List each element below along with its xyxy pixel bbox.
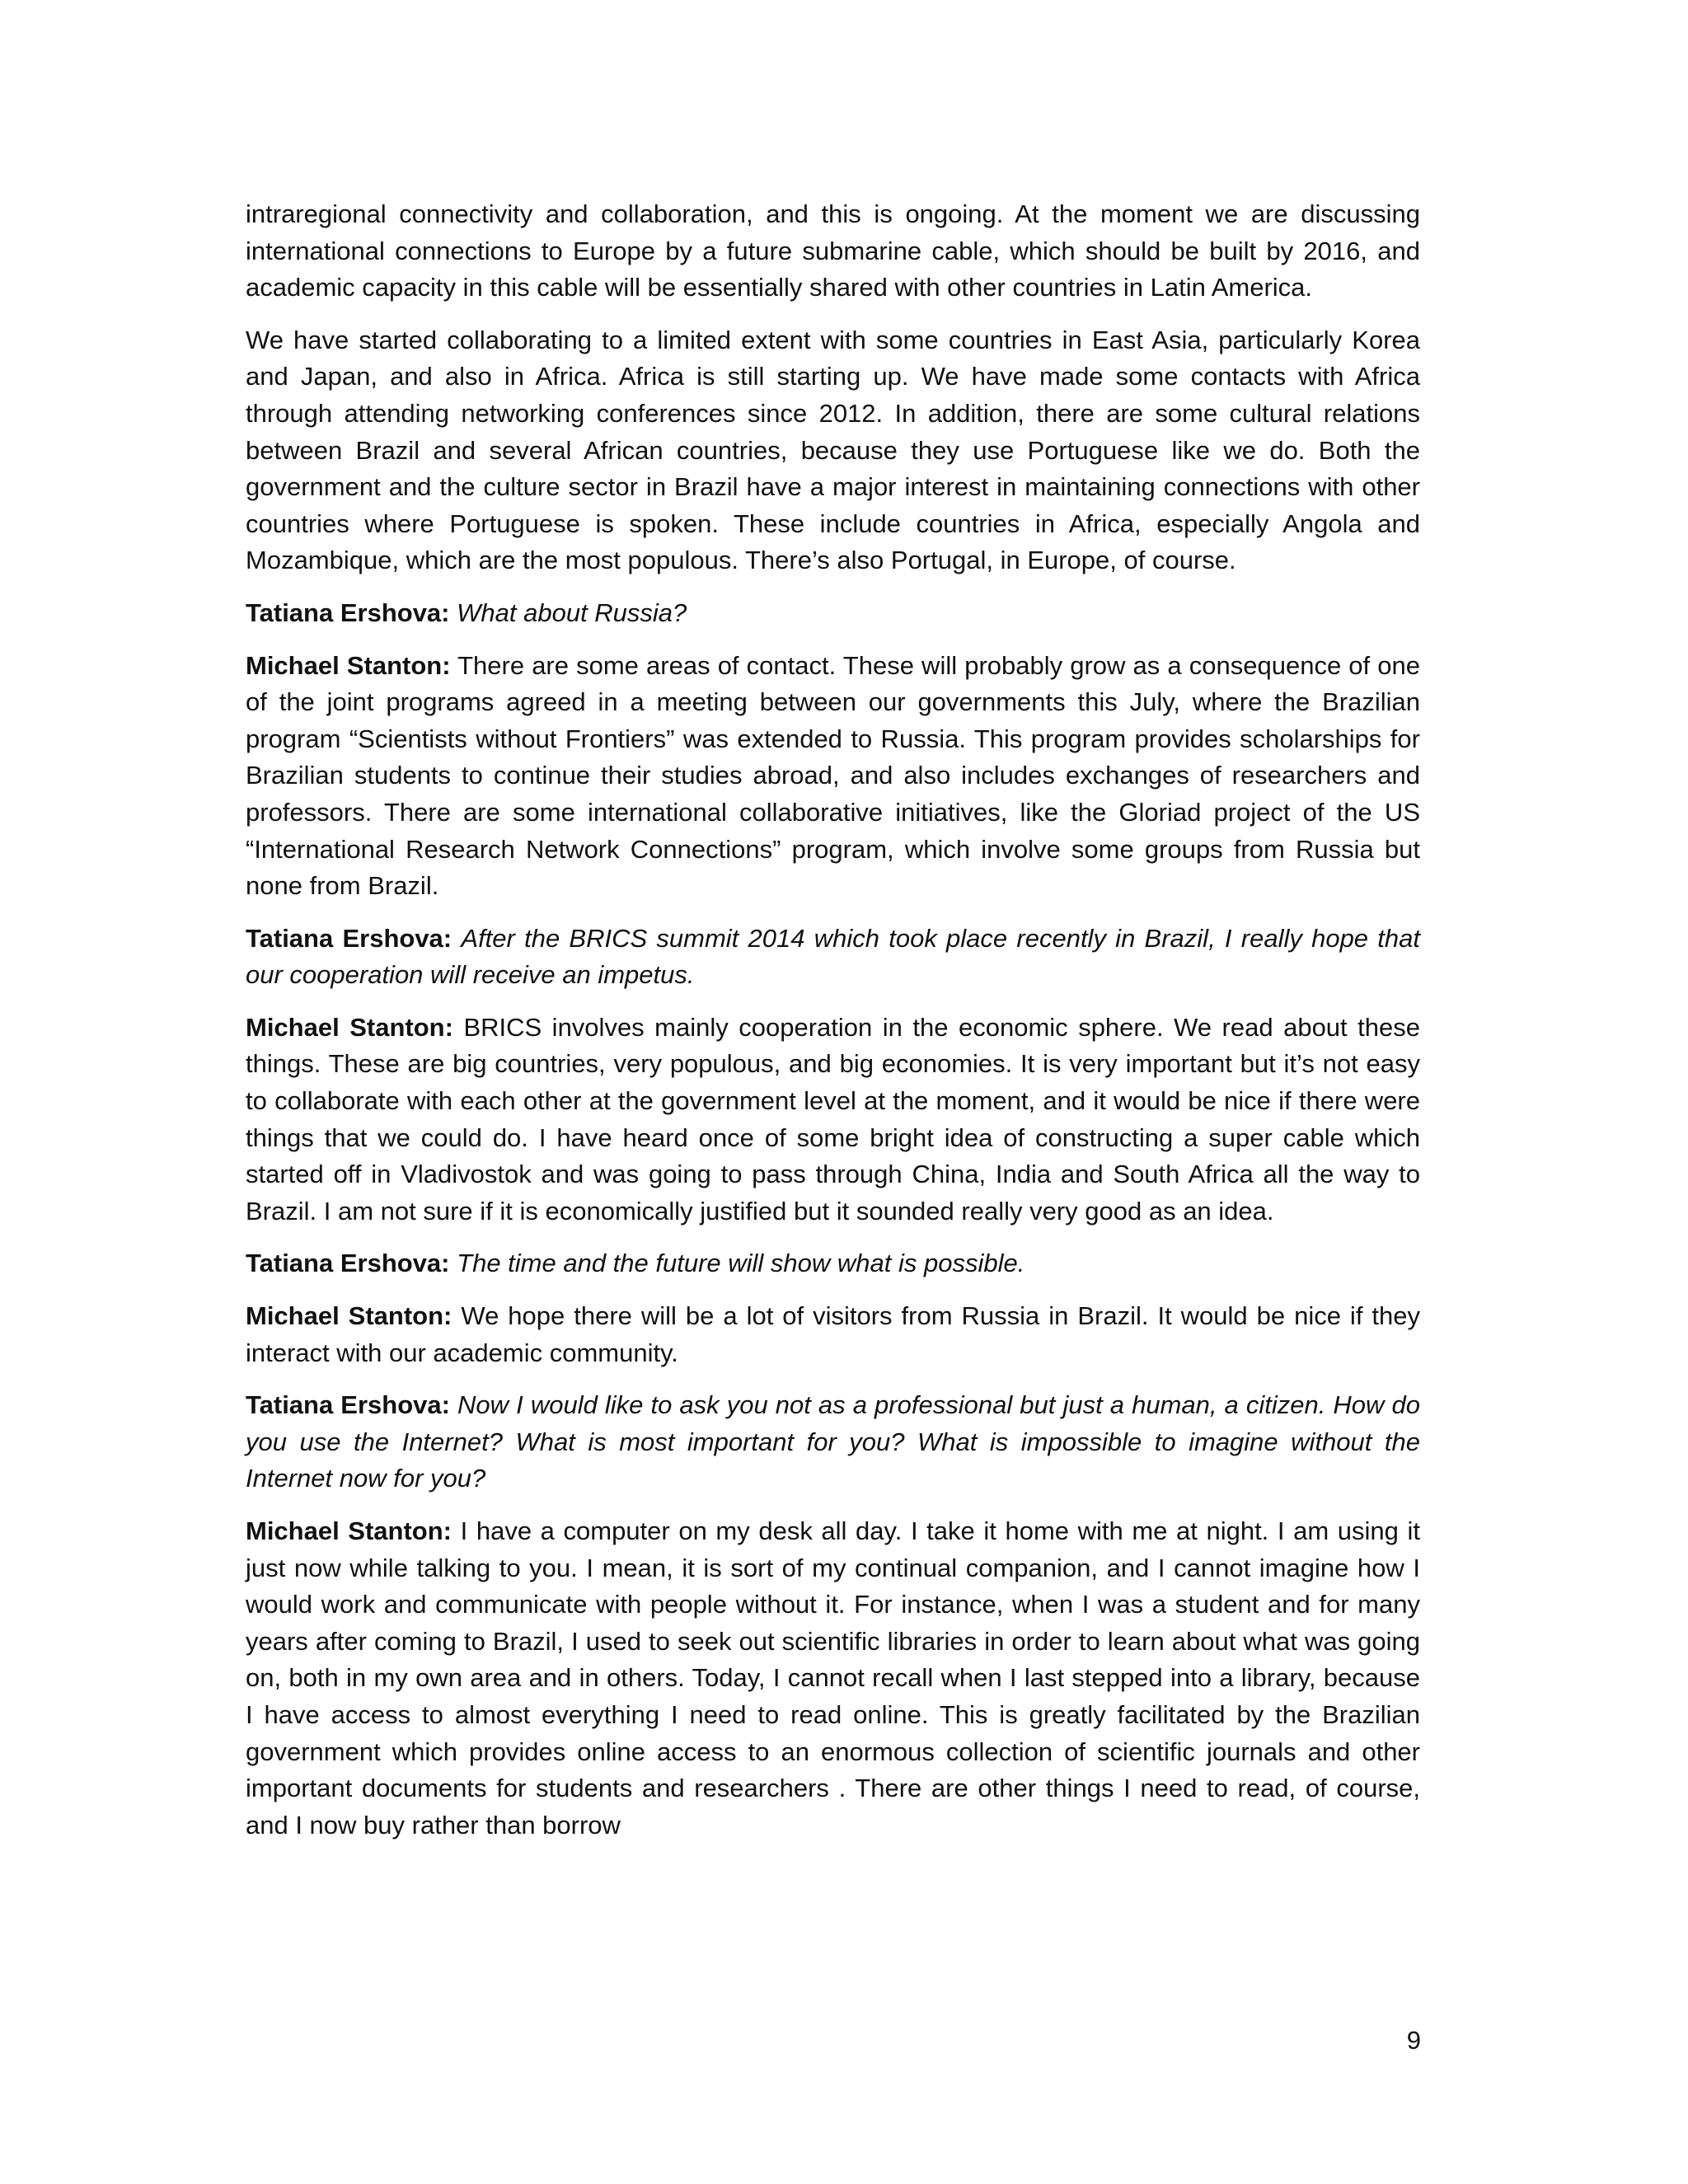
page-number: 9 — [1406, 2026, 1421, 2055]
question-text: The time and the future will show what is possible. — [457, 1249, 1025, 1278]
paragraph-1 — [246, 196, 1420, 307]
paragraph-9 — [246, 1387, 1420, 1497]
question-text: After the BRICS summit 2014 which took place recently in Brazil, I really hope that our cooperation will receive an impetus. — [246, 923, 1420, 990]
answer-text: We hope there will be a lot of visitors from Russia in Brazil. It would be nice if they interact with our academic community. — [246, 1301, 1420, 1367]
speaker-name: Michael Stanton: — [246, 1012, 453, 1042]
answer-text: I have a computer on my desk all day. I take it home with me at night. I am using it just now while talking to you. I mean, it is sort of my continual companion, and I cannot imagine how I would work and communicate with people without it. For instance, when I was a student and for many years after coming to Brazil, I used to seek out scientific libraries in order to learn about what was going on, both in my own area and in others. Today, I cannot recall when I last stepped into a library, because I have access to almost everything I need to read online. This is greatly facilitated by the Brazilian government which provides online access to an enormous collection of scientific journals and other important documents for students and researchers . There are other things I need to read, of course, and I now buy rather than borrow — [246, 1516, 1420, 1840]
paragraph-2-text: We have started collaborating to a limited extent with some countries in East Asia, particularly Korea and Japan, and also in Africa. Africa is still starting up. We have made some contacts with Africa through attending networking conferences since 2012. In addition, there are some cultural relations between Brazil and several African countries, because they use Portuguese like we do. Both the government and the culture sector in Brazil have a major interest in maintaining connections with other countries where Portuguese is spoken. These include countries in Africa, especially Angola and Mozambique, which are the most populous. There’s also Portugal, in Europe, of course. — [246, 325, 1420, 575]
speaker-name: Michael Stanton: — [246, 1301, 452, 1331]
paragraph-3 — [246, 595, 1420, 632]
paragraph-7 — [246, 1245, 1420, 1282]
paragraph-8 — [246, 1298, 1420, 1371]
answer-text: There are some areas of contact. These will probably grow as a consequence of one of the joint programs agreed in a meeting between our governments this July, where the Brazilian program “Scientists without Frontiers” was extended to Russia. This program provides scholarships for Brazilian students to continue their studies abroad, and also includes exchanges of researchers and professors. There are some international collaborative initiatives, like the Gloriad project of the US “International Research Network Connections” program, which involve some groups from Russia but none from Brazil. — [246, 650, 1420, 901]
paragraph-4 — [246, 648, 1420, 905]
speaker-name: Michael Stanton: — [246, 650, 451, 680]
speaker-name: Tatiana Ershova: — [246, 598, 450, 627]
paragraph-1-text: intraregional connectivity and collaboration, and this is ongoing. At the moment we are discussing international connections to Europe by a future submarine cable, which should be built by 2016, and academic capacity in this cable will be essentially shared with other countries in Latin America. — [246, 199, 1420, 302]
question-text: What about Russia? — [457, 598, 687, 627]
paragraph-5 — [246, 921, 1420, 994]
speaker-name: Tatiana Ershova: — [246, 1249, 450, 1278]
document-body — [246, 196, 1420, 1859]
speaker-name: Tatiana Ershova: — [246, 923, 452, 953]
answer-text: BRICS involves mainly cooperation in the economic sphere. We read about these things. These are big countries, very populous, and big economies. It is very important but it’s not easy to collaborate with each other at the government level at the moment, and it would be nice if there were things that we could do. I have heard once of some bright idea of constructing a super cable which started off in Vladivostok and was going to pass through China, India and South Africa all the way to Brazil. I am not sure if it is economically justified but it sounded really very good as an idea. — [246, 1012, 1421, 1226]
speaker-name: Tatiana Ershova: — [246, 1390, 450, 1420]
paragraph-10 — [246, 1513, 1420, 1844]
paragraph-6 — [246, 1010, 1420, 1230]
paragraph-2 — [246, 322, 1420, 579]
speaker-name: Michael Stanton: — [246, 1516, 452, 1545]
question-text: Now I would like to ask you not as a professional but just a human, a citizen. How do you use the Internet? What is most important for you? What is impossible to imagine without the Internet now for you? — [246, 1390, 1420, 1493]
